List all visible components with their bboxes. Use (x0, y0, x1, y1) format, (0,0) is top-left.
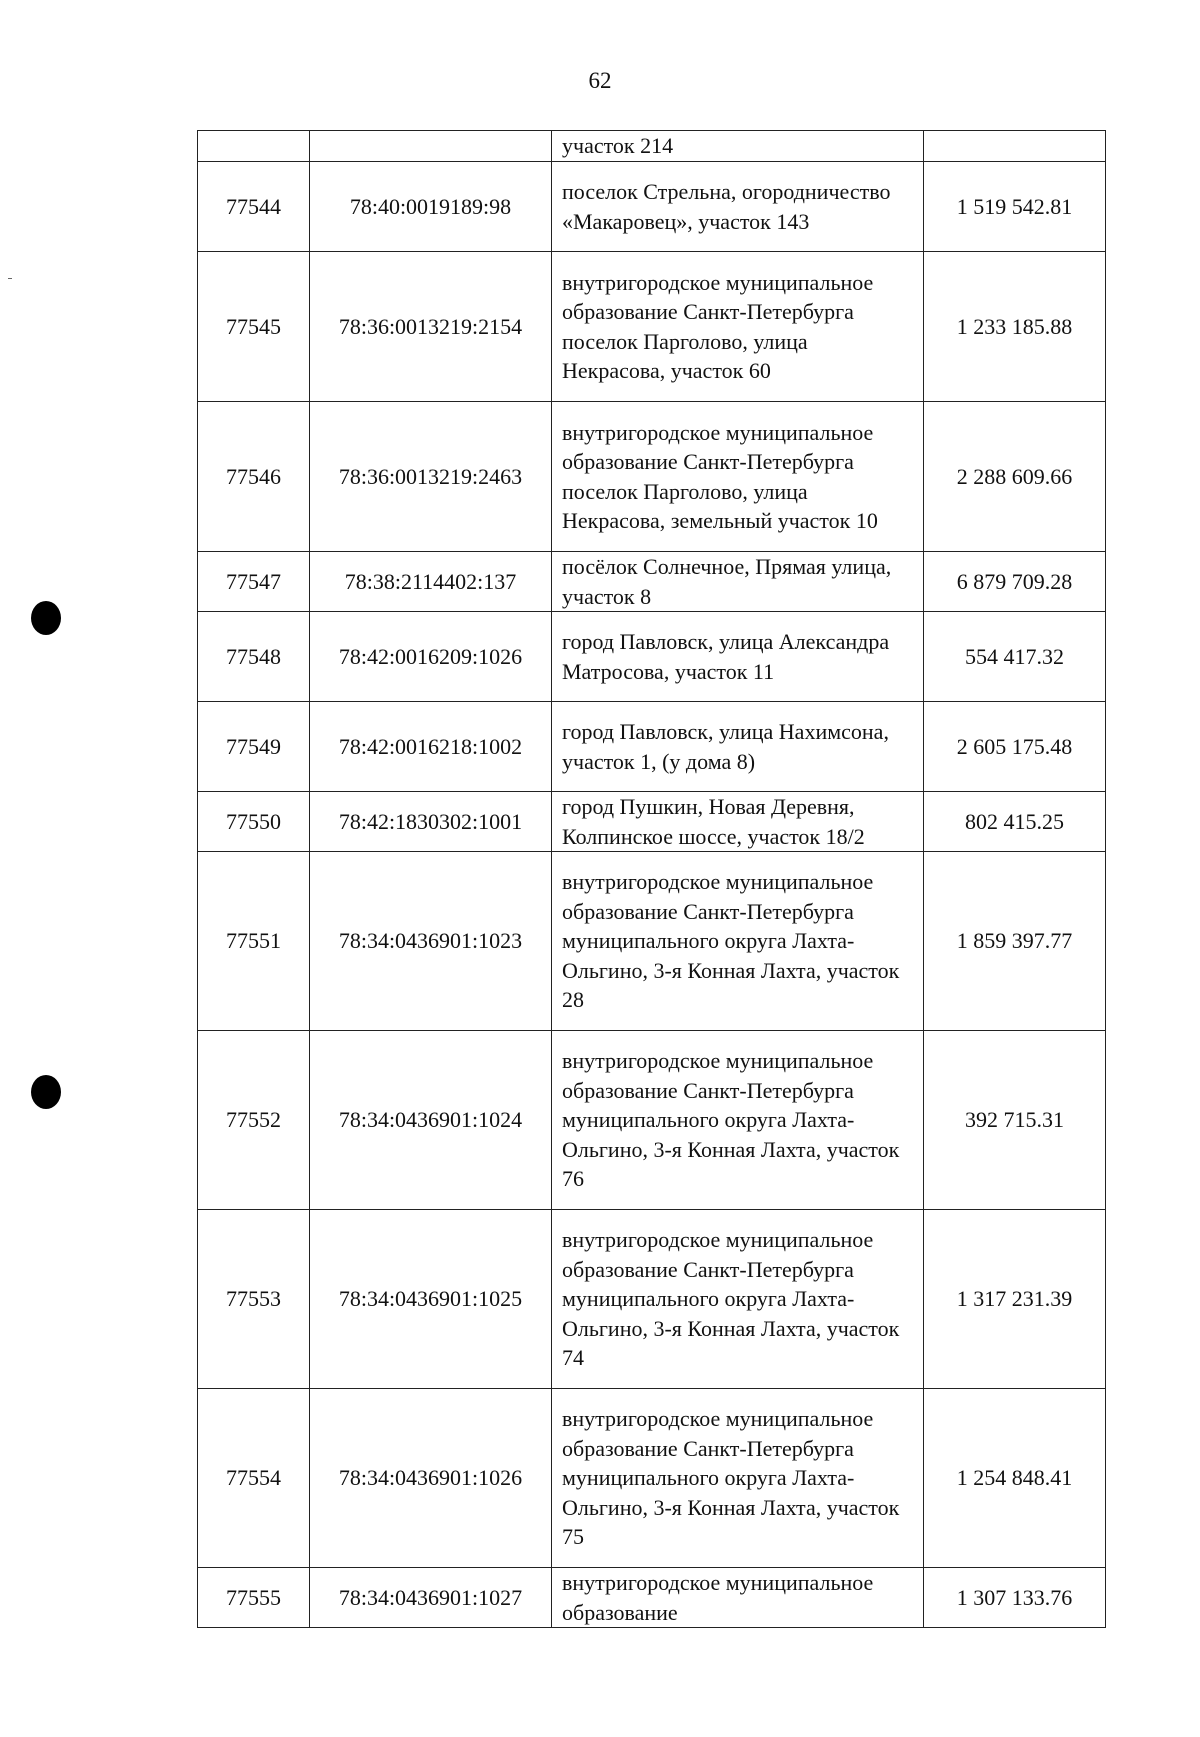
table-row (198, 252, 1106, 402)
row-number: 77551 (198, 852, 310, 1031)
table-row (198, 1031, 1106, 1210)
row-number: 77552 (198, 1031, 310, 1210)
row-number: 77545 (198, 252, 310, 402)
address: внутригородское муниципальное образование Санкт-Петербурга муниципального округа Лахта-Ольгино, 3-я Конная Лахта, участок 74 (552, 1210, 924, 1389)
table-row (198, 852, 1106, 1031)
cadastral-number: 78:38:2114402:137 (310, 552, 552, 612)
table-row (198, 1389, 1106, 1568)
cadastral-value: 392 715.31 (924, 1031, 1106, 1210)
row-number: 77550 (198, 792, 310, 852)
cadastral-number: 78:42:1830302:1001 (310, 792, 552, 852)
address: поселок Стрельна, огородничество «Макаровец», участок 143 (552, 162, 924, 252)
address: внутригородское муниципальное образование Санкт-Петербурга муниципального округа Лахта-Ольгино, 3-я Конная Лахта, участок 76 (552, 1031, 924, 1210)
page-number: 62 (588, 68, 612, 93)
cadastral-value: 1 233 185.88 (924, 252, 1106, 402)
table-row (198, 1568, 1106, 1628)
cadastral-number: 78:36:0013219:2463 (310, 402, 552, 552)
cadastral-number: 78:40:0019189:98 (310, 162, 552, 252)
cadastral-number: 78:34:0436901:1027 (310, 1568, 552, 1628)
cadastral-value: 1 307 133.76 (924, 1568, 1106, 1628)
row-number: 77548 (198, 612, 310, 702)
cadastral-number: 78:34:0436901:1026 (310, 1389, 552, 1568)
margin-mark (8, 278, 12, 279)
table-row (198, 702, 1106, 792)
cadastral-number: 78:34:0436901:1023 (310, 852, 552, 1031)
row-number (198, 131, 310, 162)
cadastral-number (310, 131, 552, 162)
cadastral-value: 1 317 231.39 (924, 1210, 1106, 1389)
table-row (198, 402, 1106, 552)
cadastral-number: 78:42:0016218:1002 (310, 702, 552, 792)
row-number: 77546 (198, 402, 310, 552)
address: внутригородское муниципальное образование Санкт-Петербурга поселок Парголово, улица Некрасова, участок 60 (552, 252, 924, 402)
cadastral-value: 1 519 542.81 (924, 162, 1106, 252)
cadastral-value (924, 131, 1106, 162)
cadastral-value: 2 288 609.66 (924, 402, 1106, 552)
cadastral-value: 554 417.32 (924, 612, 1106, 702)
cadastral-value: 2 605 175.48 (924, 702, 1106, 792)
cadastral-value: 1 254 848.41 (924, 1389, 1106, 1568)
table-row (198, 1210, 1106, 1389)
row-number: 77549 (198, 702, 310, 792)
address: участок 214 (552, 131, 924, 162)
cadastral-value: 802 415.25 (924, 792, 1106, 852)
address: внутригородское муниципальное образование Санкт-Петербурга муниципального округа Лахта-Ольгино, 3-я Конная Лахта, участок 75 (552, 1389, 924, 1568)
row-number: 77544 (198, 162, 310, 252)
cadastral-value: 6 879 709.28 (924, 552, 1106, 612)
address: город Павловск, улица Александра Матросова, участок 11 (552, 612, 924, 702)
cadastral-number: 78:34:0436901:1024 (310, 1031, 552, 1210)
cadastral-number: 78:34:0436901:1025 (310, 1210, 552, 1389)
table-row (198, 162, 1106, 252)
address: город Пушкин, Новая Деревня, Колпинское шоссе, участок 18/2 (552, 792, 924, 852)
address: внутригородское муниципальное образование (552, 1568, 924, 1628)
table-row (198, 612, 1106, 702)
address: город Павловск, улица Нахимсона, участок 1, (у дома 8) (552, 702, 924, 792)
row-number: 77553 (198, 1210, 310, 1389)
table-row (198, 792, 1106, 852)
cadastral-number: 78:36:0013219:2154 (310, 252, 552, 402)
row-number: 77554 (198, 1389, 310, 1568)
punch-hole (31, 1075, 61, 1109)
table-row (198, 552, 1106, 612)
row-number: 77547 (198, 552, 310, 612)
table-row (198, 131, 1106, 162)
cadastral-number: 78:42:0016209:1026 (310, 612, 552, 702)
land-plot-table (197, 130, 1106, 1628)
cadastral-value: 1 859 397.77 (924, 852, 1106, 1031)
punch-hole (31, 601, 61, 635)
address: внутригородское муниципальное образование Санкт-Петербурга поселок Парголово, улица Некрасова, земельный участок 10 (552, 402, 924, 552)
address: внутригородское муниципальное образование Санкт-Петербурга муниципального округа Лахта-Ольгино, 3-я Конная Лахта, участок 28 (552, 852, 924, 1031)
row-number: 77555 (198, 1568, 310, 1628)
address: посёлок Солнечное, Прямая улица, участок 8 (552, 552, 924, 612)
